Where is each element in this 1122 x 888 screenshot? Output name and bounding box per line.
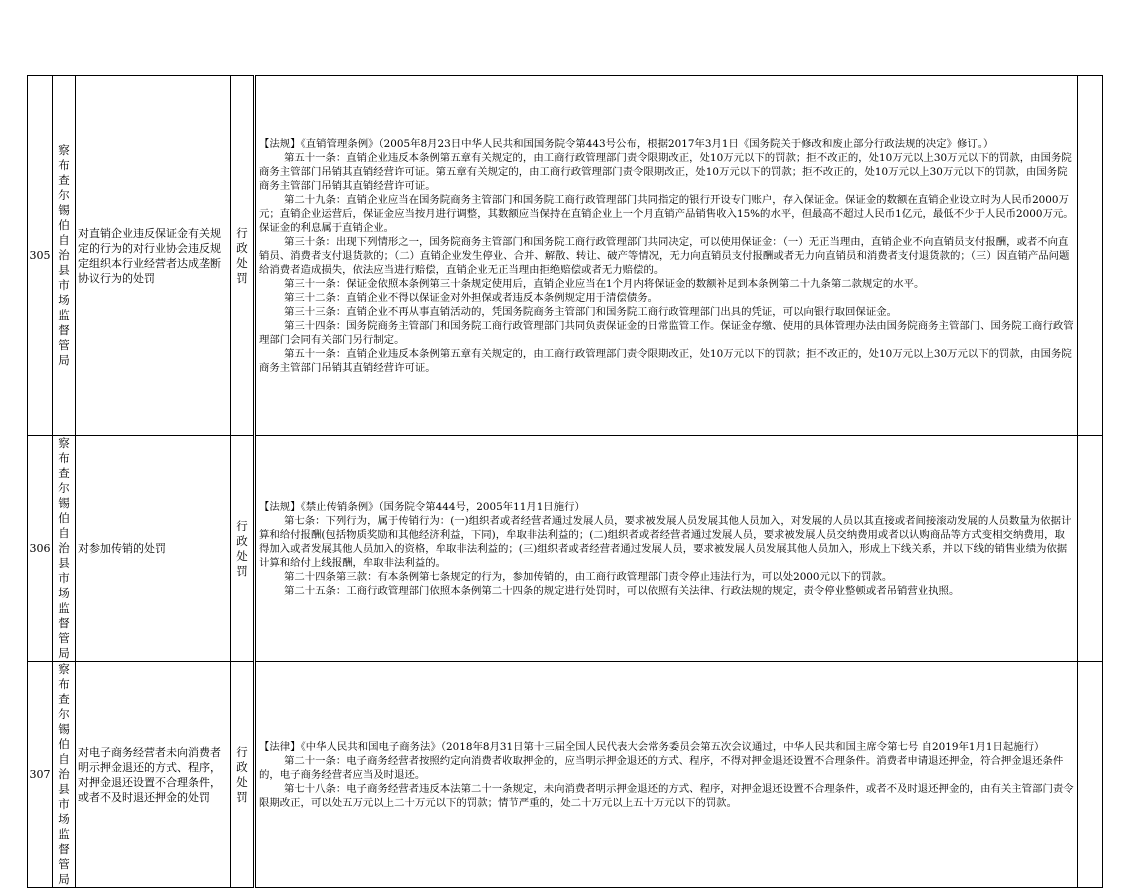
row-number: 307 [28,662,53,888]
vertical-char: 处 [236,774,248,789]
department-cell [53,662,76,888]
vertical-char: 自 [58,233,70,247]
legal-article: 第二十一条：电子商务经营者按照约定向消费者收取押金的，应当明示押金退还的方式、程序，不得对押金退还设置不合理条件。消费者申请退还押金，符合押金退还条件的，电子商务经营者应当及时退还。 [259,754,1064,781]
legal-basis-cell [255,76,1078,436]
vertical-char: 管 [58,631,70,645]
vertical-char: 伯 [58,218,70,232]
vertical-char: 场 [58,812,70,826]
vertical-char: 查 [58,692,70,706]
row-number: 306 [28,436,53,662]
legal-source-heading: 【法规】《直销管理条例》（2005年8月23日中华人民共和国国务院令第443号公布，根据2017年3月1日《国务院关于修改和废止部分行政法规的决定》修订。） [259,137,994,150]
vertical-char: 督 [58,616,70,630]
vertical-char: 管 [58,857,70,871]
vertical-char: 察 [58,436,70,450]
legal-basis-cell [255,662,1078,888]
table-row [28,76,1103,436]
legal-article: 第三十条：出现下列情形之一，国务院商务主管部门和国务院工商行政管理部门共同决定，可以使用保证金：（一）无正当理由，直销企业不向直销员支付报酬，或者不向直销员、消费者支付退货款的；（二）直销企业发生停业、合并、解散、转让、破产等情况，无力向直销员支付报酬或者无力向直销员和消费者支付退货款的；（三）因直销产品问题给消费者造成损失，依法应当进行赔偿，直销企业无正当理由拒绝赔偿或者无力赔偿的。 [259,235,1070,276]
vertical-char: 尔 [58,188,70,202]
vertical-char: 锡 [58,203,70,217]
legal-source-heading: 【法律】《中华人民共和国电子商务法》（2018年8月31日第十三届全国人民代表大会常务委员会第五次会议通过，中华人民共和国主席令第七号 自2019年1月1日起施行） [259,740,1045,753]
penalty-table [27,75,1103,888]
vertical-char: 局 [58,872,70,886]
vertical-char: 市 [58,278,70,292]
vertical-char: 行 [236,744,248,759]
table-row [28,436,1103,662]
vertical-char: 自 [58,752,70,766]
vertical-char: 锡 [58,496,70,510]
vertical-char: 管 [58,338,70,352]
legal-article: 第七条：下列行为，属于传销行为：(一)组织者或者经营者通过发展人员，要求被发展人员发展其他人员加入，对发展的人员以其直接或者间接滚动发展的人员数量为依据计算和给付报酬(包括物质奖励和其他经济利益，下同)，牟取非法利益的；(二)组织者或者经营者通过发展人员，要求被发展人员交纳费用或者以认购商品等方式变相交纳费用，取得加入或者发展其他人员加入的资格，牟取非法利益的；(三)组织者或者经营者通过发展人员，要求被发展人员发展其他人员加入，形成上下线关系，并以下线的销售业绩为依据计算和给付上线报酬，牟取非法利益的。 [259,514,1072,569]
legal-source-heading: 【法规】《禁止传销条例》（国务院令第444号，2005年11月1日施行） [259,500,585,513]
legal-article: 第三十三条：直销企业不再从事直销活动的，凭国务院商务主管部门和国务院工商行政管理部门出具的凭证，可以向银行取回保证金。 [283,305,897,318]
penalty-type-cell [231,76,255,436]
penalty-type-cell [231,662,255,888]
penalty-type-cell [231,436,255,662]
vertical-char: 局 [58,353,70,367]
vertical-char: 县 [58,782,70,796]
vertical-char: 督 [58,323,70,337]
vertical-char: 局 [58,646,70,660]
vertical-char: 治 [58,248,70,262]
vertical-char: 自 [58,526,70,540]
vertical-char: 伯 [58,737,70,751]
vertical-char: 市 [58,571,70,585]
vertical-char: 县 [58,263,70,277]
vertical-char: 锡 [58,722,70,736]
item-name-cell: 对直销企业违反保证金有关规定的行为的对行业协会违反规定组织本行业经营者达成垄断协议行为的处罚 [76,76,231,436]
vertical-char: 监 [58,601,70,615]
vertical-char: 布 [58,158,70,172]
table-row [28,662,1103,888]
vertical-char: 行 [236,518,248,533]
vertical-char: 治 [58,767,70,781]
remarks-cell [1078,662,1103,888]
legal-article: 第二十五条：工商行政管理部门依照本条例第二十四条的规定进行处罚时，可以依照有关法律、行政法规的规定，责令停业整顿或者吊销营业执照。 [283,584,960,597]
vertical-char: 布 [58,677,70,691]
vertical-char: 市 [58,797,70,811]
vertical-char: 政 [236,240,248,255]
vertical-char: 尔 [58,707,70,721]
vertical-char: 监 [58,827,70,841]
item-name-cell: 对参加传销的处罚 [76,436,231,662]
legal-article: 第三十一条：保证金依照本条例第三十条规定使用后，直销企业应当在1个月内将保证金的数额补足到本条例第二十九条第二款规定的水平。 [283,277,925,290]
vertical-char: 伯 [58,511,70,525]
vertical-char: 政 [236,533,248,548]
vertical-char: 督 [58,842,70,856]
vertical-char: 查 [58,173,70,187]
vertical-char: 布 [58,451,70,465]
vertical-char: 查 [58,466,70,480]
vertical-char: 行 [236,225,248,240]
item-name-cell: 对电子商务经营者未向消费者明示押金退还的方式、程序，对押金退还设置不合理条件，或者不及时退还押金的处罚 [76,662,231,888]
vertical-char: 治 [58,541,70,555]
remarks-cell [1078,76,1103,436]
vertical-char: 罚 [236,563,248,578]
legal-article: 第二十九条：直销企业应当在国务院商务主管部门和国务院工商行政管理部门共同指定的银行开设专门账户，存入保证金。保证金的数额在直销企业设立时为人民币2000万元；直销企业运营后，保证金应当按月进行调整，其数额应当保持在直销企业上一个月直销产品销售收入15%的水平，但最高不超过人民币1亿元，最低不少于人民币2000万元。保证金的利息属于直销企业。 [259,193,1074,234]
remarks-cell [1078,436,1103,662]
vertical-char: 罚 [236,789,248,804]
vertical-char: 处 [236,255,248,270]
legal-article: 第三十四条：国务院商务主管部门和国务院工商行政管理部门共同负责保证金的日常监管工作。保证金存缴、使用的具体管理办法由国务院商务主管部门、国务院工商行政管理部门会同有关部门另行制定。 [259,319,1074,346]
vertical-char: 处 [236,548,248,563]
legal-article: 第五十一条：直销企业违反本条例第五章有关规定的，由工商行政管理部门责令限期改正，处10万元以下的罚款；拒不改正的，处10万元以上30万元以下的罚款，由国务院商务主管部门吊销其直销经营许可证。第五章有关规定的，由工商行政管理部门责令限期改正，处10万元以下的罚款；拒不改正的，处10万元以上30万元以下的罚款，由国务院商务主管部门吊销其直销经营许可证。 [259,151,1072,192]
legal-article: 第二十四条第三款：有本条例第七条规定的行为，参加传销的，由工商行政管理部门责令停止违法行为，可以处2000元以下的罚款。 [283,570,893,583]
vertical-char: 察 [58,143,70,157]
vertical-char: 政 [236,759,248,774]
vertical-char: 县 [58,556,70,570]
legal-article: 第三十二条：直销企业不得以保证金对外担保或者违反本条例规定用于清偿债务。 [283,291,659,304]
vertical-char: 场 [58,293,70,307]
department-cell [53,436,76,662]
legal-basis-cell [255,436,1078,662]
vertical-char: 察 [58,662,70,676]
vertical-char: 罚 [236,270,248,285]
legal-article: 第五十一条：直销企业违反本条例第五章有关规定的，由工商行政管理部门责令限期改正，处10万元以下的罚款；拒不改正的，处10万元以上30万元以下的罚款，由国务院商务主管部门吊销其直销经营许可证。 [259,347,1072,374]
row-number: 305 [28,76,53,436]
legal-article: 第七十八条：电子商务经营者违反本法第二十一条规定，未向消费者明示押金退还的方式、程序，对押金退还设置不合理条件，或者不及时退还押金的，由有关主管部门责令限期改正，可以处五万元以上二十万元以下的罚款；情节严重的，处二十万元以上五十万元以下的罚款。 [259,782,1074,809]
vertical-char: 尔 [58,481,70,495]
vertical-char: 监 [58,308,70,322]
vertical-char: 场 [58,586,70,600]
department-cell [53,76,76,436]
